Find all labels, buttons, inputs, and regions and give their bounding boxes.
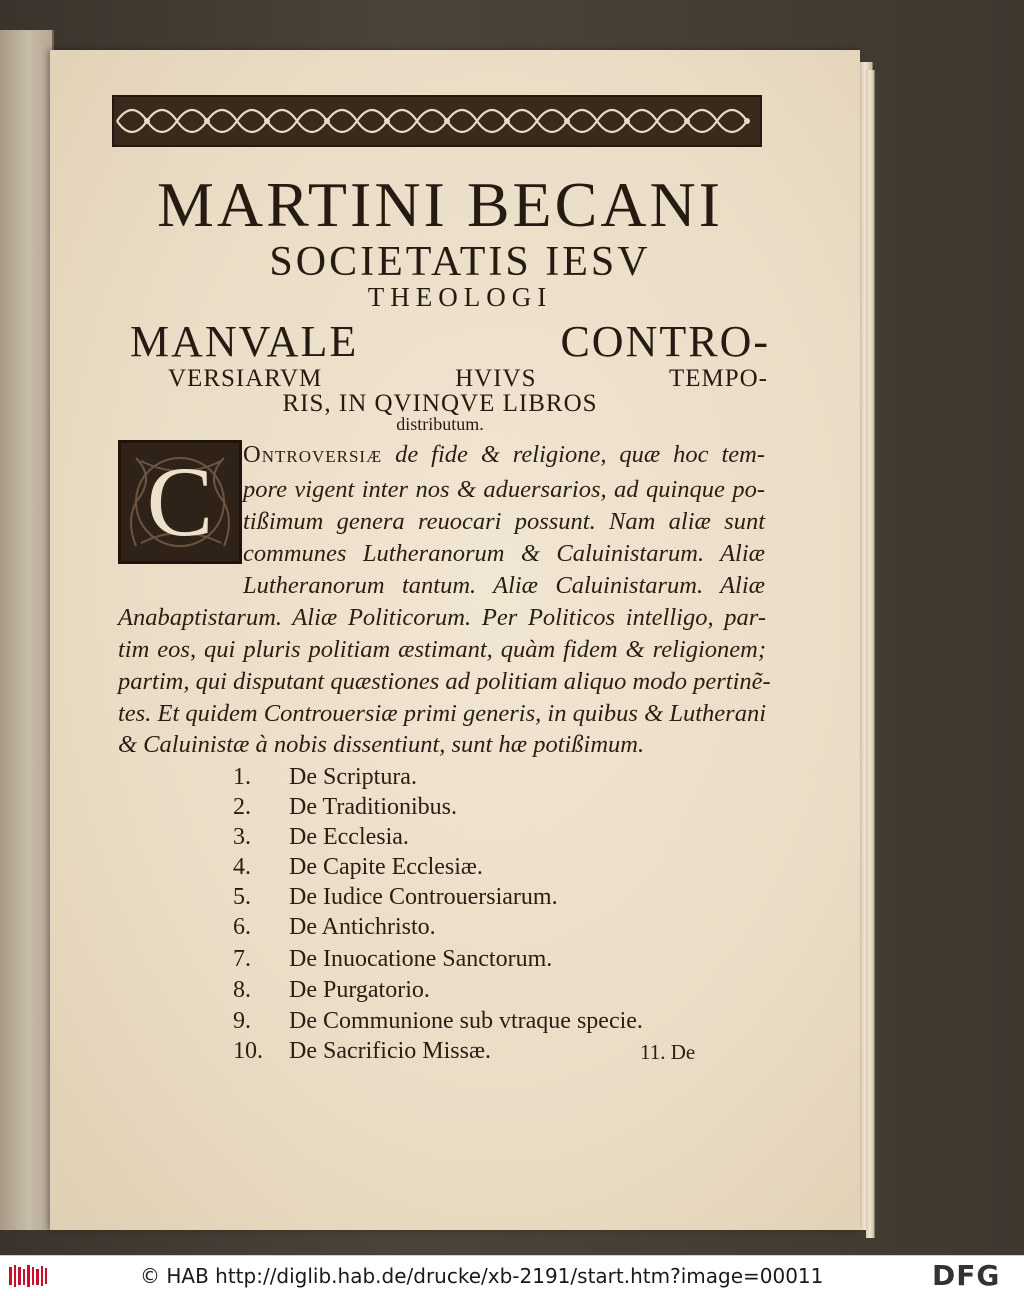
hab-logo-icon	[7, 1263, 49, 1289]
title-author: MARTINI BECANI	[156, 169, 724, 240]
initial-letter: C	[146, 446, 214, 557]
catchword: 11. De	[640, 1040, 696, 1064]
decorated-initial	[118, 440, 242, 564]
list-item-number: 1.	[233, 764, 251, 790]
list-item	[233, 1008, 643, 1035]
list-item-text: De Iudice Controuersiarum.	[289, 884, 558, 910]
title-subtitle-1: VERSIARVM HVIVS TEMPO-	[168, 365, 768, 392]
body-line-3: tißimum genera reuocari possunt. Nam aliæ sunt	[243, 508, 765, 535]
list-item-number: 2.	[233, 794, 251, 820]
body-line-1-rest: de fide & religione, quæ hoc tem-	[395, 441, 765, 468]
title-subtitle-3: distributum.	[396, 414, 484, 434]
list-item-number: 7.	[233, 946, 251, 972]
list-item-text: De Sacrificio Missæ.	[289, 1038, 491, 1064]
list-item-text: De Ecclesia.	[289, 824, 409, 850]
body-line-5: Lutheranorum tantum. Aliæ Caluinistarum. Aliæ	[243, 572, 765, 599]
list-item	[233, 854, 483, 881]
body-line-2: pore vigent inter nos & aduersarios, ad quinque po-	[243, 476, 765, 503]
body-line-8: partim, qui disputant quæstiones ad politiam aliquo modo pertinẽ-	[118, 668, 771, 695]
body-line-1	[243, 441, 765, 469]
list-item-number: 10.	[233, 1038, 263, 1064]
list-item-text: De Scriptura.	[289, 764, 417, 790]
source-citation: © HAB http://diglib.hab.de/drucke/xb-2191/start.htm?image=00011	[140, 1264, 824, 1288]
body-line-10: & Caluinistæ à nobis dissentiunt, sunt hæ potißimum.	[118, 731, 645, 758]
list-item-number: 5.	[233, 884, 251, 910]
dfg-logo: DFG	[932, 1259, 1001, 1292]
list-item	[233, 794, 457, 821]
page-stack-edge	[866, 70, 875, 1238]
title-society: SOCIETATIS IESV	[269, 239, 651, 285]
list-item-text: De Inuocatione Sanctorum.	[289, 946, 553, 972]
list-item-number: 4.	[233, 854, 251, 880]
list-item	[233, 884, 558, 911]
ornamental-headpiece	[112, 95, 762, 147]
list-item-number: 8.	[233, 977, 251, 1003]
list-item-number: 6.	[233, 914, 251, 940]
body-line-9: tes. Et quidem Controuersiæ primi generis, in quibus & Lutherani	[118, 700, 766, 727]
list-item-number: 3.	[233, 824, 251, 850]
list-item-number: 9.	[233, 1008, 251, 1034]
body-line-7: tim eos, qui pluris politiam æstimant, quàm fidem & religionem;	[118, 636, 766, 663]
title-theologi: THEOLOGI	[367, 282, 553, 312]
title-subtitle-2: RIS, IN QVINQVE LIBROS	[282, 390, 598, 417]
list-item	[233, 1038, 491, 1065]
list-item-text: De Capite Ecclesiæ.	[289, 854, 483, 880]
list-item	[233, 977, 430, 1004]
body-line-6: Anabaptistarum. Aliæ Politicorum. Per Politicos intelligo, par-	[118, 604, 766, 631]
list-item	[233, 914, 436, 941]
list-item	[233, 764, 417, 791]
title-manvale: MANVALE CONTRO-	[130, 317, 770, 366]
body-line-1-caps: Ontroversiæ	[243, 441, 383, 468]
footer-bar	[0, 1255, 1024, 1296]
list-item-text: De Antichristo.	[289, 914, 436, 940]
list-item	[233, 824, 409, 851]
list-item	[233, 946, 552, 973]
list-item-text: De Communione sub vtraque specie.	[289, 1008, 643, 1034]
list-item-text: De Purgatorio.	[289, 977, 430, 1003]
list-item-text: De Traditionibus.	[289, 794, 458, 820]
body-line-4: communes Lutheranorum & Caluinistarum. Aliæ	[243, 540, 765, 567]
